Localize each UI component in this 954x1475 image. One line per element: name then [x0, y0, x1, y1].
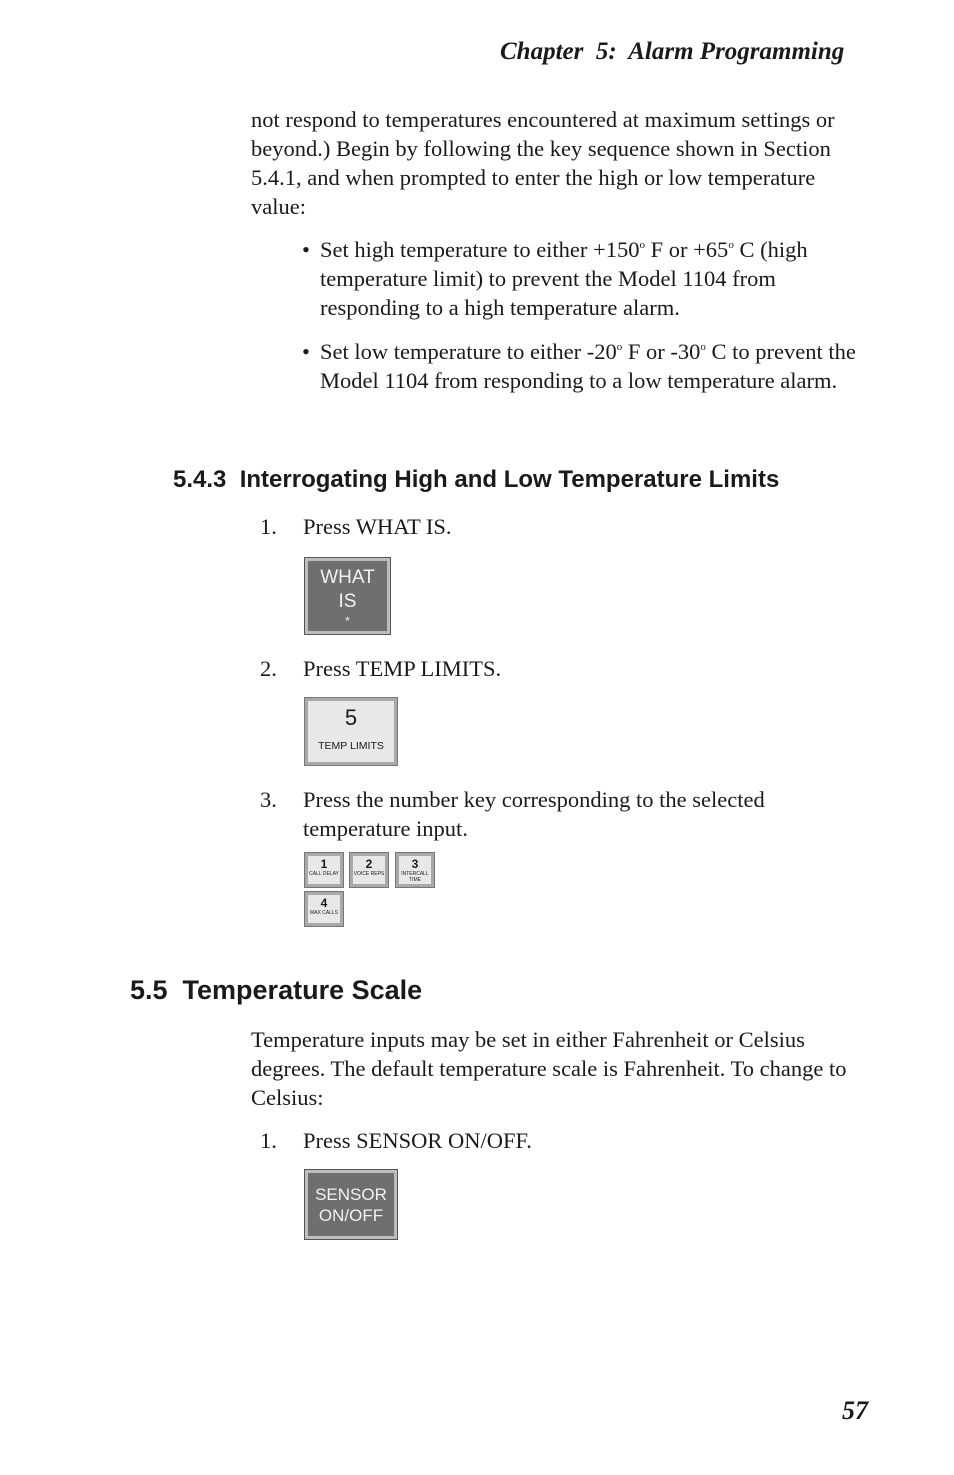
step-text: Press SENSOR ON/OFF.	[303, 1128, 532, 1153]
temp-limits-key	[305, 698, 397, 765]
key-label: CALL DELAY	[309, 871, 339, 877]
what-is-key	[305, 558, 390, 634]
step-number: 3.	[260, 787, 277, 812]
step-1-what-is	[260, 512, 860, 542]
temperature-scale-paragraph: Temperature inputs may be set in either Fahrenheit or Celsius degrees. The default temperature scale is Fahrenheit. To change to Celsius:	[251, 1027, 847, 1110]
chapter-header: Chapter 5: Alarm Programming	[500, 38, 845, 65]
step-text: Press WHAT IS.	[303, 514, 452, 539]
section-55-heading: 5.5 Temperature Scale	[130, 975, 423, 1005]
key-label: TEMP LIMITS	[318, 740, 384, 752]
number-key-2	[350, 853, 388, 887]
bullet-dot: •	[302, 339, 310, 364]
step-3-number-key	[260, 785, 860, 845]
number-key-3	[396, 853, 434, 887]
bullet-dot: •	[302, 237, 310, 262]
number-key-1	[305, 853, 343, 887]
key-label: VOICE REPS	[353, 871, 385, 877]
page-number: 57	[842, 1396, 868, 1425]
sensor-on-off-key	[305, 1170, 397, 1239]
number-key-4	[305, 892, 343, 926]
key-number: 5	[344, 705, 358, 730]
bullet-high-temperature	[302, 235, 872, 325]
key-number: 1	[320, 857, 328, 871]
key-number: 3	[411, 857, 419, 871]
bullet-text: Set high temperature to either $+150^o$ F or $+65^o$ C (high temperature limit) to prevent the Model 1104 from responding to a high temperature alarm.	[320, 237, 808, 320]
step-number: 1.	[260, 1128, 277, 1153]
bullet-low-temperature	[302, 337, 872, 427]
key-number: 2	[365, 857, 373, 871]
section-543-heading: 5.4.3 Interrogating High and Low Temperature Limits	[173, 466, 780, 493]
step-2-temp-limits	[260, 654, 860, 684]
step-1-sensor-on-off	[260, 1126, 860, 1156]
key-label-line1: SENSOR	[315, 1185, 387, 1204]
key-label-line2: IS	[338, 591, 357, 612]
step-number: 1.	[260, 514, 277, 539]
step-text: Press the number key corresponding to the selected temperature input.	[303, 787, 765, 841]
key-number: 4	[320, 896, 328, 910]
key-label: INTERCALL TIME	[401, 871, 429, 883]
step-number: 2.	[260, 656, 277, 681]
intro-paragraph: not respond to temperatures encountered at maximum settings or beyond.) Begin by following the key sequence shown in Section 5.4.1, and when prompted to enter the high or low temperature value:	[251, 107, 835, 219]
step-text: Press TEMP LIMITS.	[303, 656, 502, 681]
bullet-text: Set low temperature to either -20$^o$ F or -30$^o$ C to prevent the Model 1104 from responding to a low temperature alarm.	[320, 339, 856, 393]
key-label: MAX CALLS	[309, 910, 339, 916]
asterisk-icon: *	[345, 614, 350, 628]
key-label-line1: WHAT	[320, 567, 375, 588]
key-label-line2: ON/OFF	[318, 1206, 384, 1225]
